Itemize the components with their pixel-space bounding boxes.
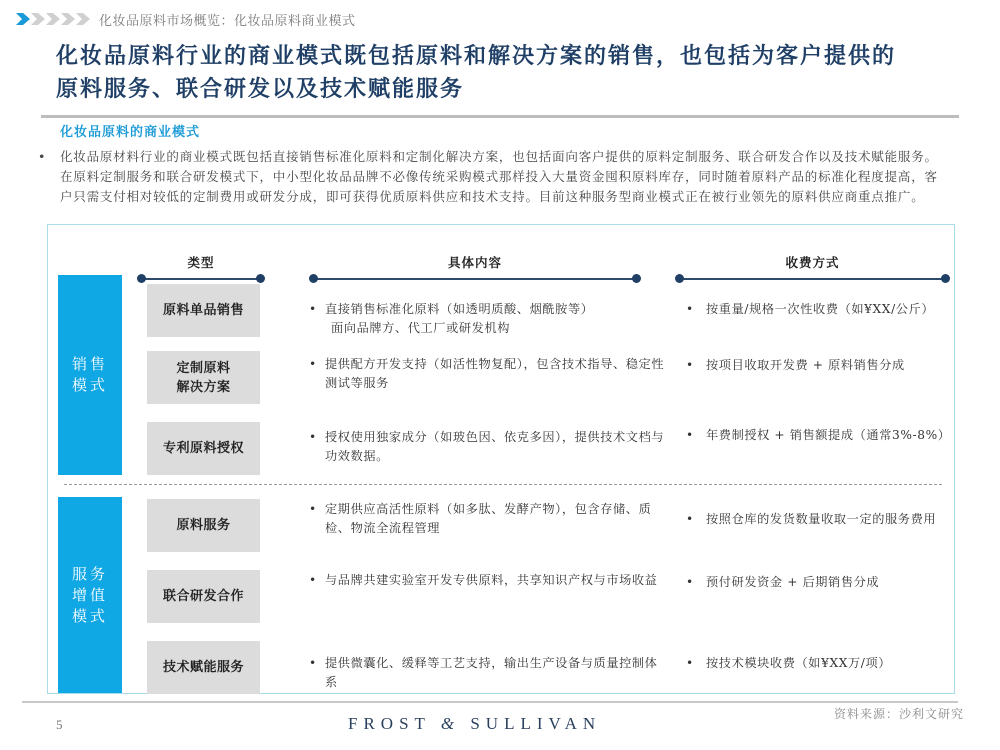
type-joint-rd: 联合研发合作: [147, 570, 260, 623]
fee-text: 预付研发资金 + 后期销售分成: [706, 575, 880, 589]
column-header-content: [309, 255, 641, 275]
fee-text: 按项目收取开发费 + 原料销售分成: [706, 358, 905, 372]
fee-item: [686, 300, 961, 319]
content-text: 提供配方开发支持（如活性物复配），包含技术指导、稳定性测试等服务: [325, 357, 665, 390]
column-header-label: 类型: [187, 255, 215, 270]
column-header-label: 收费方式: [785, 255, 840, 270]
page-number: 5: [56, 717, 63, 732]
bullet-icon: •: [686, 428, 694, 442]
mode-label-line: 增值: [71, 585, 108, 604]
header-dot-icon: [632, 274, 641, 283]
fee-text: 按技术模块收费（如¥XX万/项）: [706, 656, 892, 670]
type-tech-enablement: 技术赋能服务: [147, 641, 260, 694]
chevron-right-icon: [31, 12, 45, 26]
page-title: [56, 40, 956, 106]
bullet-icon: •: [686, 302, 694, 316]
fee-item: [686, 426, 961, 445]
type-material-service: 原料服务: [147, 499, 260, 552]
brand-left: FROST: [348, 714, 431, 733]
bullet-icon: •: [686, 575, 694, 589]
mode-label-line: 销售: [71, 355, 108, 373]
bullet-icon: •: [309, 357, 317, 371]
column-header-fee: [675, 255, 950, 275]
content-line: 直接销售标准化原料（如透明质酸、烟酰胺等）: [325, 302, 594, 316]
fee-item: [686, 356, 961, 375]
bullet-icon: •: [309, 502, 317, 516]
chevron-right-icon: [46, 12, 60, 26]
type-label-line: 解决方案: [176, 379, 231, 395]
header-dot-icon: [309, 274, 318, 283]
fee-text: 年费制授权 + 销售额提成（通常3%-8%）: [706, 428, 951, 442]
column-header-type: [137, 255, 265, 275]
mode-label-line: 模式: [71, 376, 108, 394]
mode-label-line: 模式: [71, 606, 108, 625]
type-label-line: 定制原料: [176, 360, 231, 376]
mode-label-line: 服务: [71, 564, 108, 583]
content-text: 提供微囊化、缓释等工艺支持，输出生产设备与质量控制体系: [325, 656, 658, 689]
header-line: [141, 278, 261, 280]
source-note: 资料来源：沙利文研究: [833, 707, 964, 721]
mode-sales: [58, 275, 122, 475]
bullet-icon: •: [686, 512, 694, 526]
content-item: [309, 500, 669, 538]
chevron-right-icon: [76, 12, 90, 26]
content-item: [309, 355, 669, 393]
bullet-icon: •: [309, 430, 317, 444]
bullet-icon: •: [686, 358, 694, 372]
content-text: 定期供应高活性原料（如多肽、发酵产物），包含存储、质检、物流全流程管理: [325, 502, 652, 535]
header-dot-icon: [675, 274, 684, 283]
content-item: [309, 654, 669, 692]
bullet-icon: •: [309, 573, 317, 587]
chevron-right-icon: [16, 12, 30, 26]
fee-item: [686, 573, 961, 592]
bullet-icon: •: [309, 302, 317, 316]
type-custom-solution: [147, 351, 260, 404]
bullet-icon: •: [309, 656, 317, 670]
intro-text: 化妆品原材料行业的商业模式既包括直接销售标准化原料和定制化解决方案，也包括面向客户提供的原料定制服务、联合研发合作以及技术赋能服务。在原料定制服务和联合研发模式下，中小型化妆品品牌不必像传统采购模式那样投入大量资金囤积原料库存，同时随着原料产品的标准化程度提高，客户只需支付相对较低的定制费用或研发分成，即可获得优质原料供应和技术支持。目前这种服务型商业模式正在被行业领先的原料供应商重点推广。: [60, 149, 938, 204]
content-item: [309, 571, 669, 590]
fee-text: 按照仓库的发货数量收取一定的服务费用: [706, 512, 937, 526]
header-dot-icon: [256, 274, 265, 283]
page-title-line-2: 原料服务、联合研发以及技术赋能服务: [56, 77, 465, 102]
header-line: [313, 278, 637, 280]
breadcrumb-text: 化妆品原料市场概览：化妆品原料商业模式: [99, 13, 356, 29]
breadcrumb-chevrons: [16, 12, 91, 26]
group-separator: [64, 484, 942, 485]
column-header-label: 具体内容: [447, 255, 502, 270]
header-dot-icon: [137, 274, 146, 283]
section-subtitle: 化妆品原料的商业模式: [60, 125, 201, 140]
page-title-line-1: 化妆品原料行业的商业模式既包括原料和解决方案的销售，也包括为客户提供的: [56, 44, 897, 69]
content-text: 授权使用独家成分（如玻色因、依克多因），提供技术文档与功效数据。: [325, 430, 665, 463]
mode-service-value-added: [58, 497, 122, 693]
type-single-product-sales: 原料单品销售: [147, 284, 260, 337]
header-dot-icon: [941, 274, 950, 283]
fee-item: [686, 510, 961, 529]
title-divider: [41, 115, 959, 118]
fee-item: [686, 654, 961, 673]
bullet-icon: •: [686, 656, 694, 670]
content-item: [309, 428, 669, 466]
content-item: [309, 300, 669, 338]
brand-right: SULLIVAN: [470, 714, 602, 733]
chevron-right-icon: [61, 12, 75, 26]
intro-paragraph: [38, 147, 948, 207]
bullet-icon: •: [38, 149, 47, 164]
header-line: [679, 278, 946, 280]
footer-divider: [22, 701, 958, 703]
content-text: 与品牌共建实验室开发专供原料，共享知识产权与市场收益: [325, 573, 658, 587]
type-patent-licensing: 专利原料授权: [147, 422, 260, 475]
breadcrumb: [16, 9, 356, 29]
brand-logo: [348, 714, 601, 734]
brand-ampersand: &: [440, 714, 461, 733]
content-line: 面向品牌方、代工厂或研发机构: [331, 321, 511, 335]
fee-text: 按重量/规格一次性收费（如¥XX/公斤）: [706, 302, 935, 316]
